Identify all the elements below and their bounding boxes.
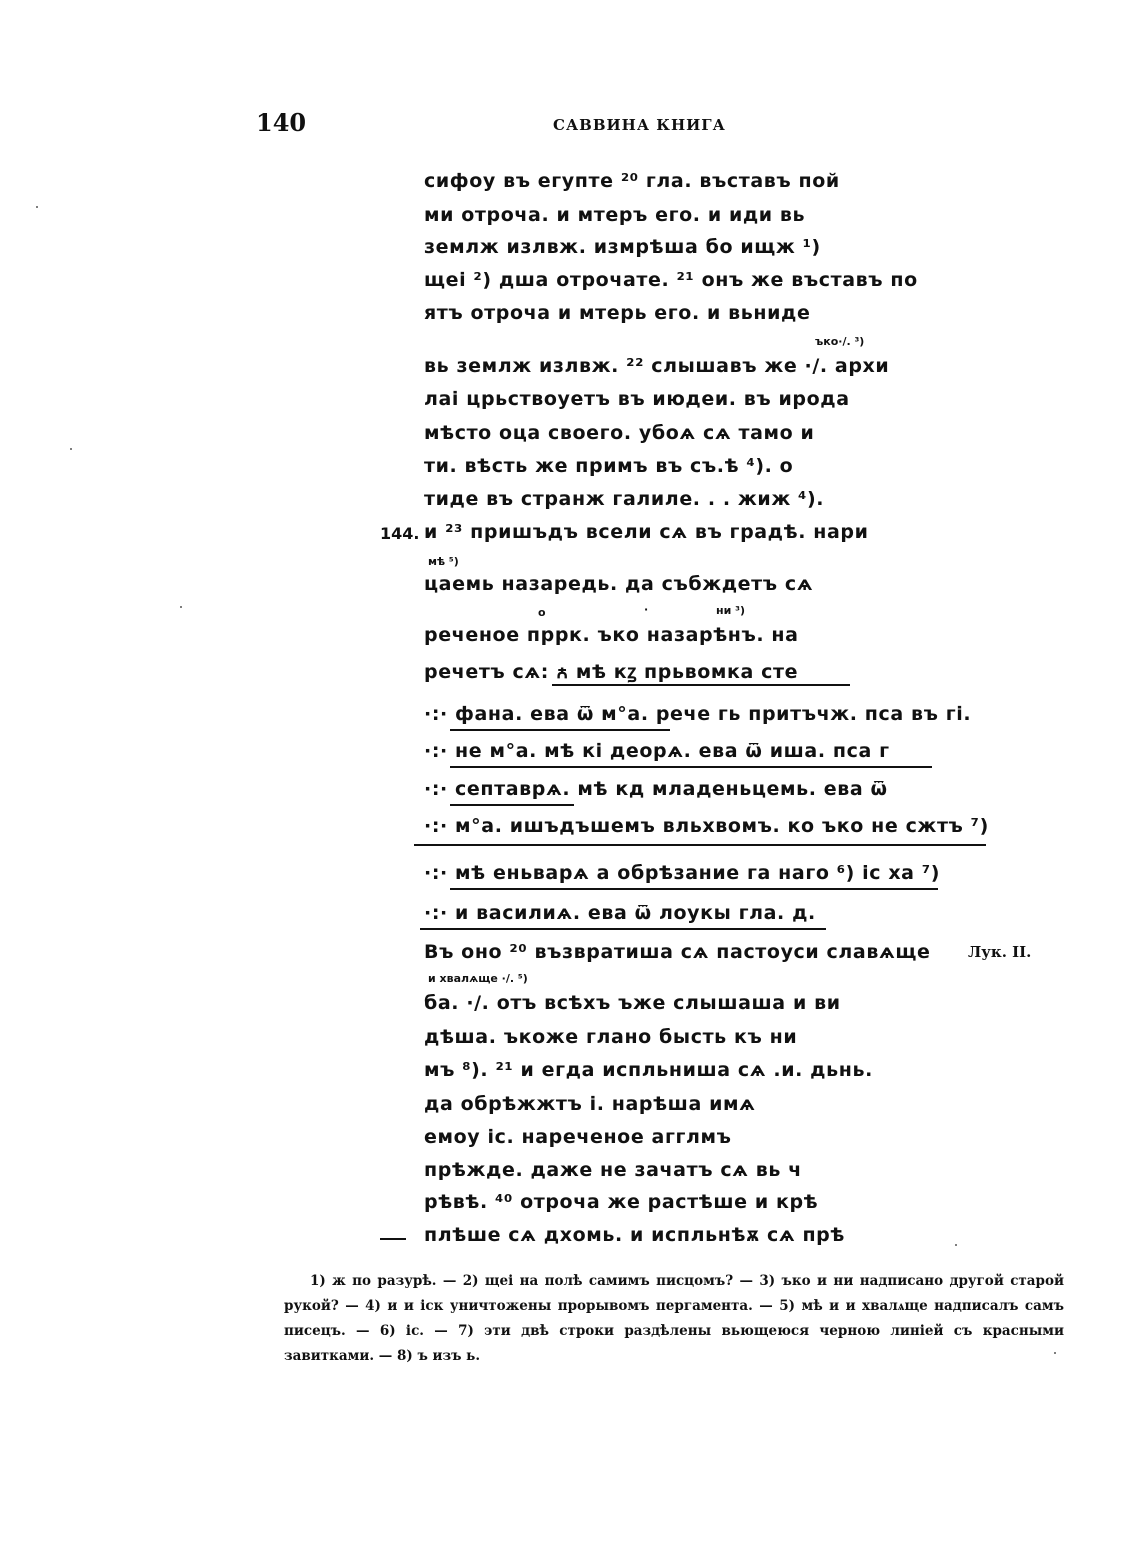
interlinear-note: и хвалѧще ·/. ⁵) [428,972,528,985]
text-line: землж излвж. измрѣша бо ищж ¹) [424,236,821,258]
section-number: 144. [380,524,420,543]
text-line: речетъ сѧ: ꙉ мѣ кꙁ прьвомка сте [424,661,799,683]
text-line: Въ оно ²⁰ възвратиша сѧ пастоуси славѧще [424,941,931,963]
text-line: рѣвѣ. ⁴⁰ отроча же растѣше и крѣ [424,1191,819,1213]
scan-speck [70,448,72,450]
running-title: САВВИНА КНИГА [553,116,726,134]
text-line: ти. вѣсть же примъ въ съ.ѣ ⁴). о [424,455,794,477]
text-line: мѣсто оца своего. убоѧ сѧ тамо и [424,422,815,444]
text-line: ба. ·/. отъ всѣхъ ъже слышаша и ви [424,992,841,1014]
text-line: и ²³ пришъдъ всели сѧ въ градѣ. нари [424,521,869,543]
text-line: прѣжде. даже не зачатъ сѧ вь ч [424,1159,802,1181]
text-line: емоу іс. нареченое агглмъ [424,1126,732,1148]
text-line: ятъ отроча и мтерь его. и вьниде [424,302,811,324]
text-line: ми отроча. и мтеръ его. и иди вь [424,204,806,226]
text-line: цаемь назаредь. да събждетъ сѧ [424,573,814,595]
text-line: ·:· септаврѧ. мѣ кд младеньцемь. ева ѿ [424,778,888,800]
page-number: 140 [256,108,307,137]
footnotes: 1) ж по разурѣ. — 2) щеі на полѣ самимъ писцомъ? — 3) ъко и ни надписано другой старой рукой? — 4) и и іск уничтожены прорывомъ пергамента. — 5) мѣ и и хвалѧще надписалъ самъ писецъ. — 6) ic. — 7) эти двѣ строки раздѣлены вьющеюся черною линіей съ красными завитками. — 8) ъ изъ ь. [284,1273,1064,1364]
scan-speck [955,1244,957,1246]
text-line: ·:· мѣ еньварѧ а обрѣзание га наго ⁶) ic ха ⁷) [424,862,941,884]
scan-speck [1054,1352,1056,1354]
text-line: вь землж излвж. ²² слышавъ же ·/. архи [424,355,890,377]
text-line: ·:· фана. ева ѿ м°а. рече гь притъчж. пса въ гі. [424,703,972,725]
text-line: лаі црьствоуетъ въ июдеи. въ ирода [424,388,850,410]
divider-rule [414,844,986,846]
gospel-reference: Лук. II. [968,943,1032,961]
underline-rule [450,766,932,768]
interlinear-note: ъко·/. ³) [815,335,865,348]
scan-speck [36,206,38,208]
text-line: щеі ²) дша отрочате. ²¹ онъ же въставъ по [424,269,918,291]
text-line: сифоу въ егупте ²⁰ гла. въставъ пой [424,170,840,192]
text-line: дѣша. ъкоже глано бысть къ ни [424,1026,798,1048]
interlinear-note: мѣ ⁵) [428,555,459,568]
text-line: тиде въ странж галиле. . . жиж ⁴). [424,488,825,510]
underline-rule [450,804,574,806]
text-line: ·:· и василиѧ. ева ѿ лоукы гла. д. [424,902,816,924]
text-line: плѣше сѧ дхомь. и испльнѣѫ сѧ прѣ [424,1224,845,1246]
interlinear-mark: · [644,603,649,616]
margin-dash [380,1238,406,1240]
underline-rule [450,888,938,890]
text-line: мъ ⁸). ²¹ и егда испльниша сѧ .и. дьнь. [424,1059,873,1081]
underline-rule [450,729,670,731]
text-line: да обрѣжжтъ і. нарѣша имѧ [424,1093,756,1115]
interlinear-note: ни ³) [716,604,745,617]
underline-rule [552,684,850,686]
underline-rule [420,928,826,930]
text-line: ·:· м°а. ишъдъшемъ вльхвомъ. ко ъко не сжтъ ⁷) [424,815,989,837]
scan-speck [180,606,182,608]
interlinear-mark: о [538,606,546,619]
text-line: реченое пррк. ъко назарѣнъ. на [424,624,799,646]
text-line: ·:· не м°а. мѣ кі деорѧ. ева ѿ иша. пса г [424,740,890,762]
